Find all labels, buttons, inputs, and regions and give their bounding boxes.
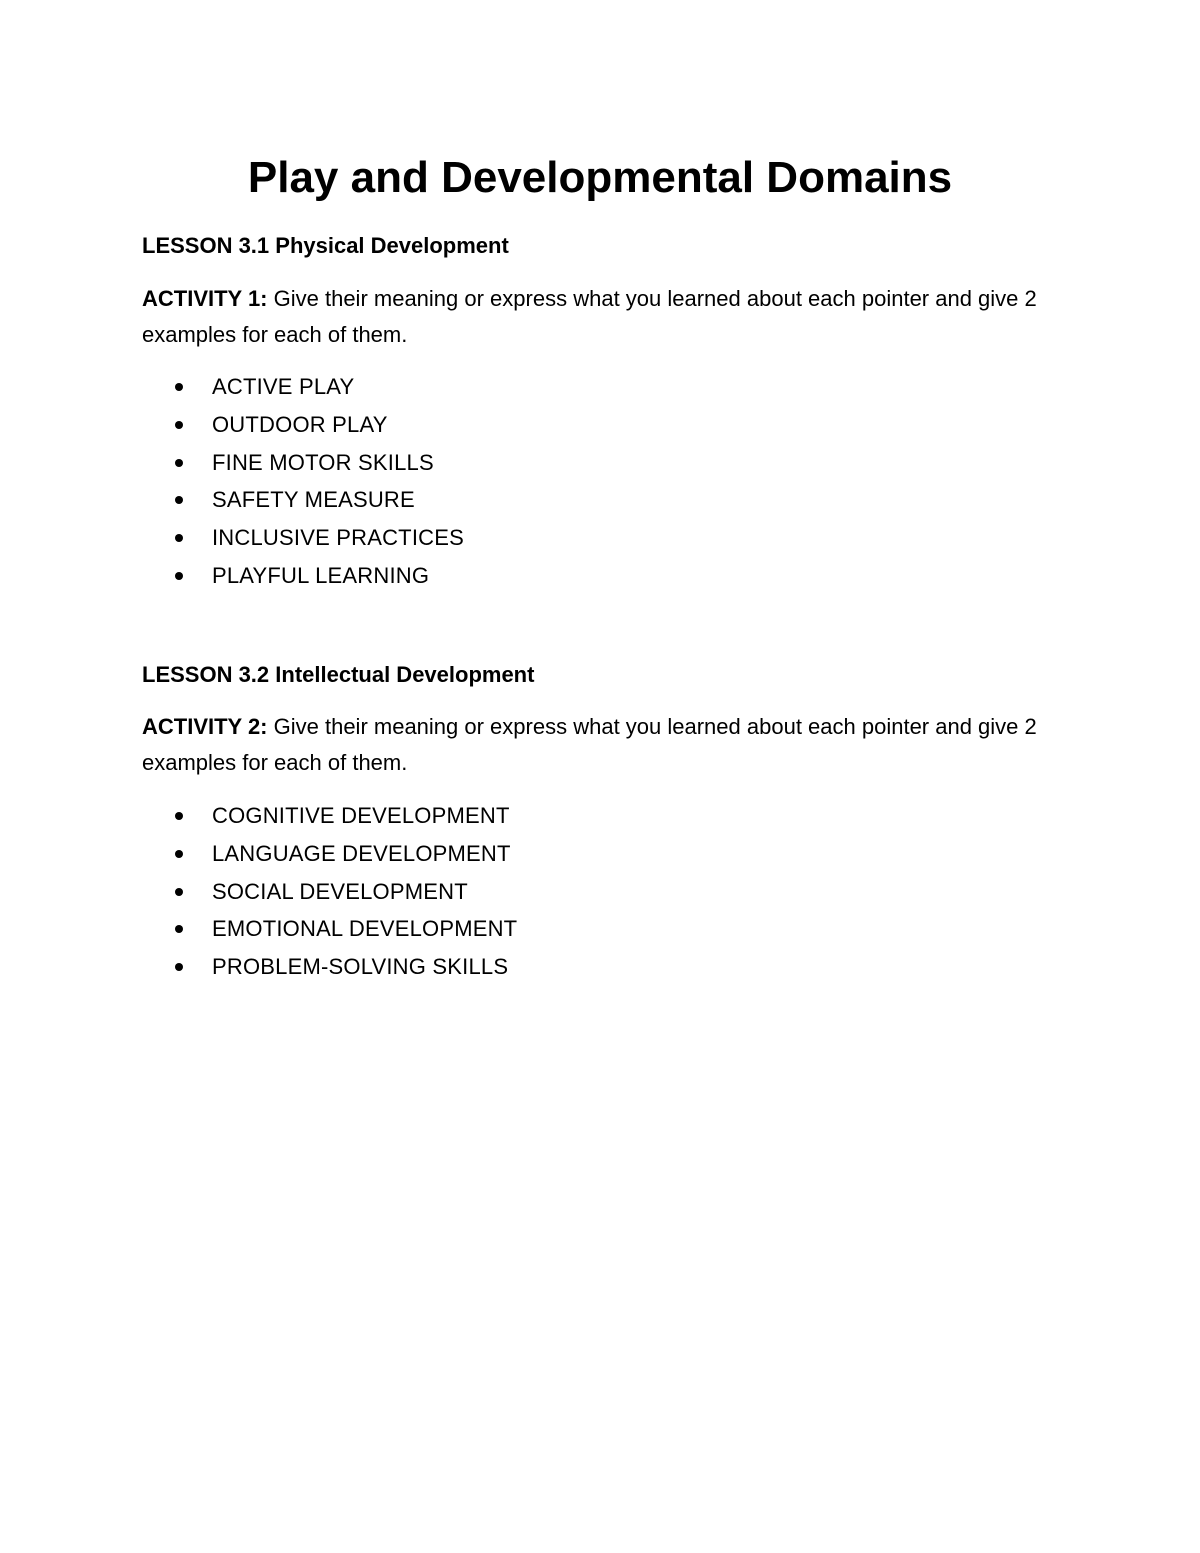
list-item — [172, 519, 464, 557]
list-item-text: OUTDOOR PLAY — [212, 411, 388, 437]
bullet-icon — [175, 534, 183, 542]
list-item — [172, 948, 517, 986]
list-item — [172, 481, 464, 519]
activity-instructions — [142, 709, 1062, 781]
bullet-icon — [175, 572, 183, 580]
bullet-icon — [175, 925, 183, 933]
document-title: Play and Developmental Domains — [247, 153, 953, 202]
bullet-icon — [175, 496, 183, 504]
list-item — [172, 797, 517, 835]
list-item — [172, 406, 464, 444]
list-item-text: COGNITIVE DEVELOPMENT — [212, 803, 510, 828]
activity-instructions — [142, 281, 1062, 353]
list-item — [172, 873, 517, 911]
list-item — [172, 368, 464, 406]
bullet-list — [172, 368, 464, 595]
bullet-icon — [175, 421, 183, 429]
bullet-icon — [175, 383, 183, 391]
bullet-icon — [175, 963, 183, 971]
list-item — [172, 557, 464, 595]
lesson-heading: LESSON 3.2 Intellectual Development — [142, 662, 535, 687]
list-item-text: PLAYFUL LEARNING — [212, 562, 430, 588]
lesson-heading: LESSON 3.1 Physical Development — [142, 233, 509, 258]
list-item-text: INCLUSIVE PRACTICES — [212, 525, 464, 551]
bullet-icon — [175, 850, 183, 858]
activity-text: Give their meaning or express what you learned about each pointer and give 2 examples for each of them. — [142, 286, 1037, 347]
bullet-icon — [175, 812, 183, 820]
list-item — [172, 835, 517, 873]
bullet-icon — [175, 888, 183, 896]
list-item-text: LANGUAGE DEVELOPMENT — [212, 840, 511, 866]
activity-label: ACTIVITY 1: — [142, 286, 268, 311]
activity-label: ACTIVITY 2: — [142, 714, 268, 739]
list-item-text: FINE MOTOR SKILLS — [212, 449, 434, 475]
bullet-icon — [175, 459, 183, 467]
list-item — [172, 444, 464, 482]
list-item-text: SAFETY MEASURE — [212, 487, 415, 513]
list-item-text: ACTIVE PLAY — [212, 374, 355, 399]
list-item-text: EMOTIONAL DEVELOPMENT — [212, 916, 518, 942]
list-item-text: SOCIAL DEVELOPMENT — [212, 878, 468, 904]
activity-text: Give their meaning or express what you learned about each pointer and give 2 examples for each of them. — [142, 714, 1037, 775]
list-item — [172, 910, 517, 948]
bullet-list — [172, 797, 517, 986]
list-item-text: PROBLEM-SOLVING SKILLS — [212, 954, 509, 980]
